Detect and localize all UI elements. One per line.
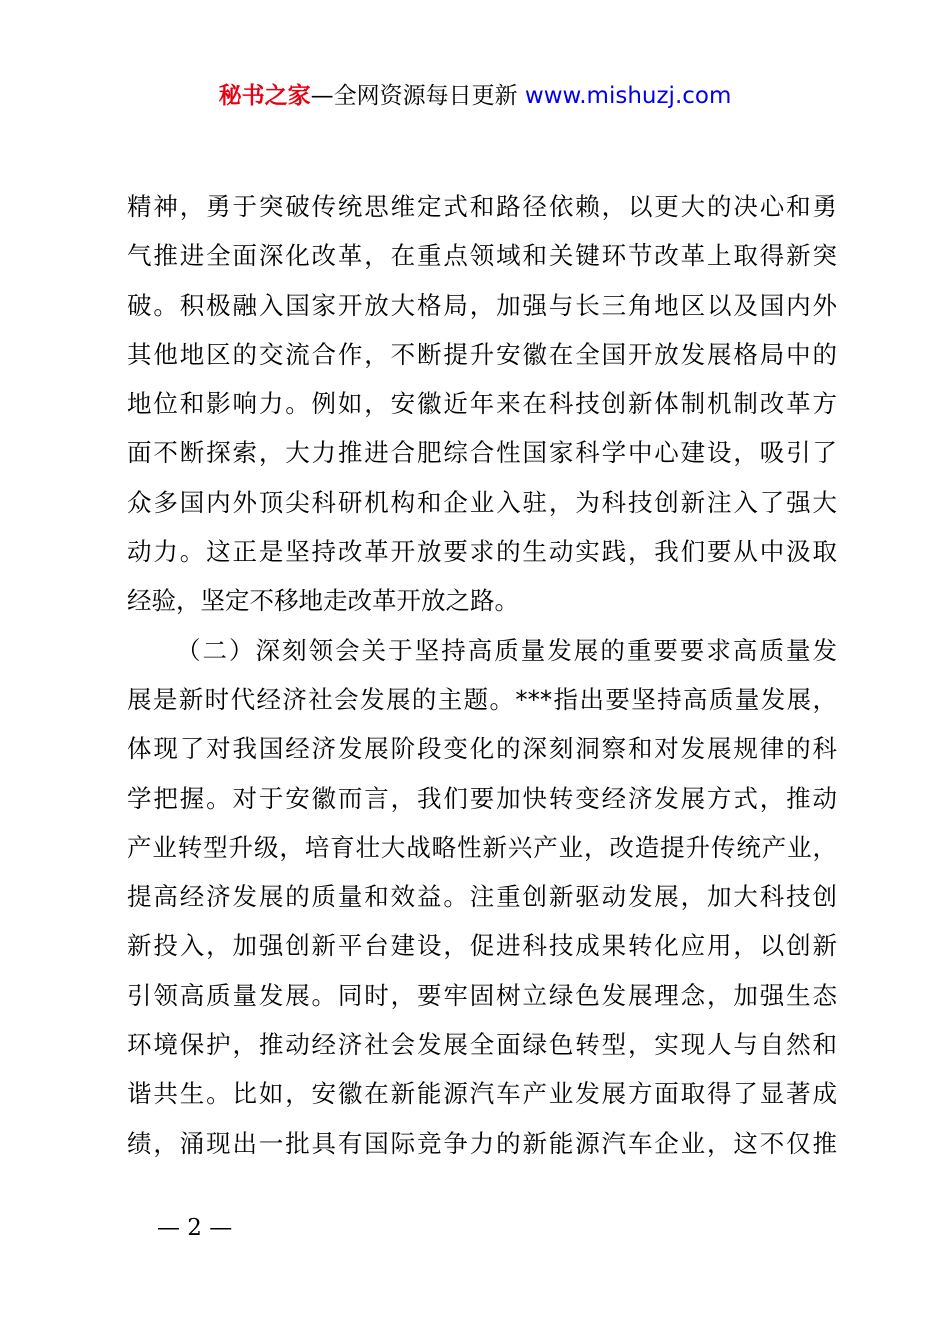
text-line: 精神，勇于突破传统思维定式和路径依赖，以更大的决心和勇 <box>127 192 837 221</box>
text-line: 展是新时代经济社会发展的主题。***指出要坚持高质量发展， <box>127 684 837 714</box>
text-line: 体现了对我国经济发展阶段变化的深刻洞察和对发展规律的科 <box>127 734 837 764</box>
document-body <box>127 182 837 1168</box>
text-line: 学把握。对于安徽而言，我们要加快转变经济发展方式，推动 <box>127 783 837 813</box>
site-url-link[interactable]: www.mishuzj.com <box>524 83 732 109</box>
text-line: 地位和影响力。例如，安徽近年来在科技创新体制机制改革方 <box>127 389 837 419</box>
brand-name: 秘书之家 <box>218 83 311 109</box>
text-line: 产业转型升级，培育壮大战略性新兴产业，改造提升传统产业， <box>127 832 837 862</box>
text-line: 新投入，加强创新平台建设，促进科技成果转化应用，以创新 <box>127 931 837 961</box>
text-line: 谐共生。比如，安徽在新能源汽车产业发展方面取得了显著成 <box>127 1079 837 1109</box>
text-line: 破。积极融入国家开放大格局，加强与长三角地区以及国内外 <box>127 290 837 320</box>
text-line: 众多国内外顶尖科研机构和企业入驻，为科技创新注入了强大 <box>127 487 837 517</box>
text-line: 环境保护，推动经济社会发展全面绿色转型，实现人与自然和 <box>127 1030 837 1060</box>
section-heading-line: （二）深刻领会关于坚持高质量发展的重要要求高质量发 <box>176 635 837 665</box>
text-line: 经验，坚定不移地走改革开放之路。 <box>127 586 519 616</box>
page-header <box>0 80 950 112</box>
header-slogan: —全网资源每日更新 <box>310 83 518 109</box>
text-line: 绩，涌现出一批具有国际竞争力的新能源汽车企业，这不仅推 <box>127 1128 837 1158</box>
text-line: 引领高质量发展。同时，要牢固树立绿色发展理念，加强生态 <box>127 980 837 1010</box>
text-line: 提高经济发展的质量和效益。注重创新驱动发展，加大科技创 <box>127 882 837 912</box>
text-line: 动力。这正是坚持改革开放要求的生动实践，我们要从中汲取 <box>127 537 837 567</box>
page-number: — 2 — <box>157 1215 233 1241</box>
text-line: 面不断探索，大力推进合肥综合性国家科学中心建设，吸引了 <box>127 438 837 468</box>
text-line: 其他地区的交流合作，不断提升安徽在全国开放发展格局中的 <box>127 339 837 369</box>
text-line: 气推进全面深化改革，在重点领域和关键环节改革上取得新突 <box>127 241 837 271</box>
